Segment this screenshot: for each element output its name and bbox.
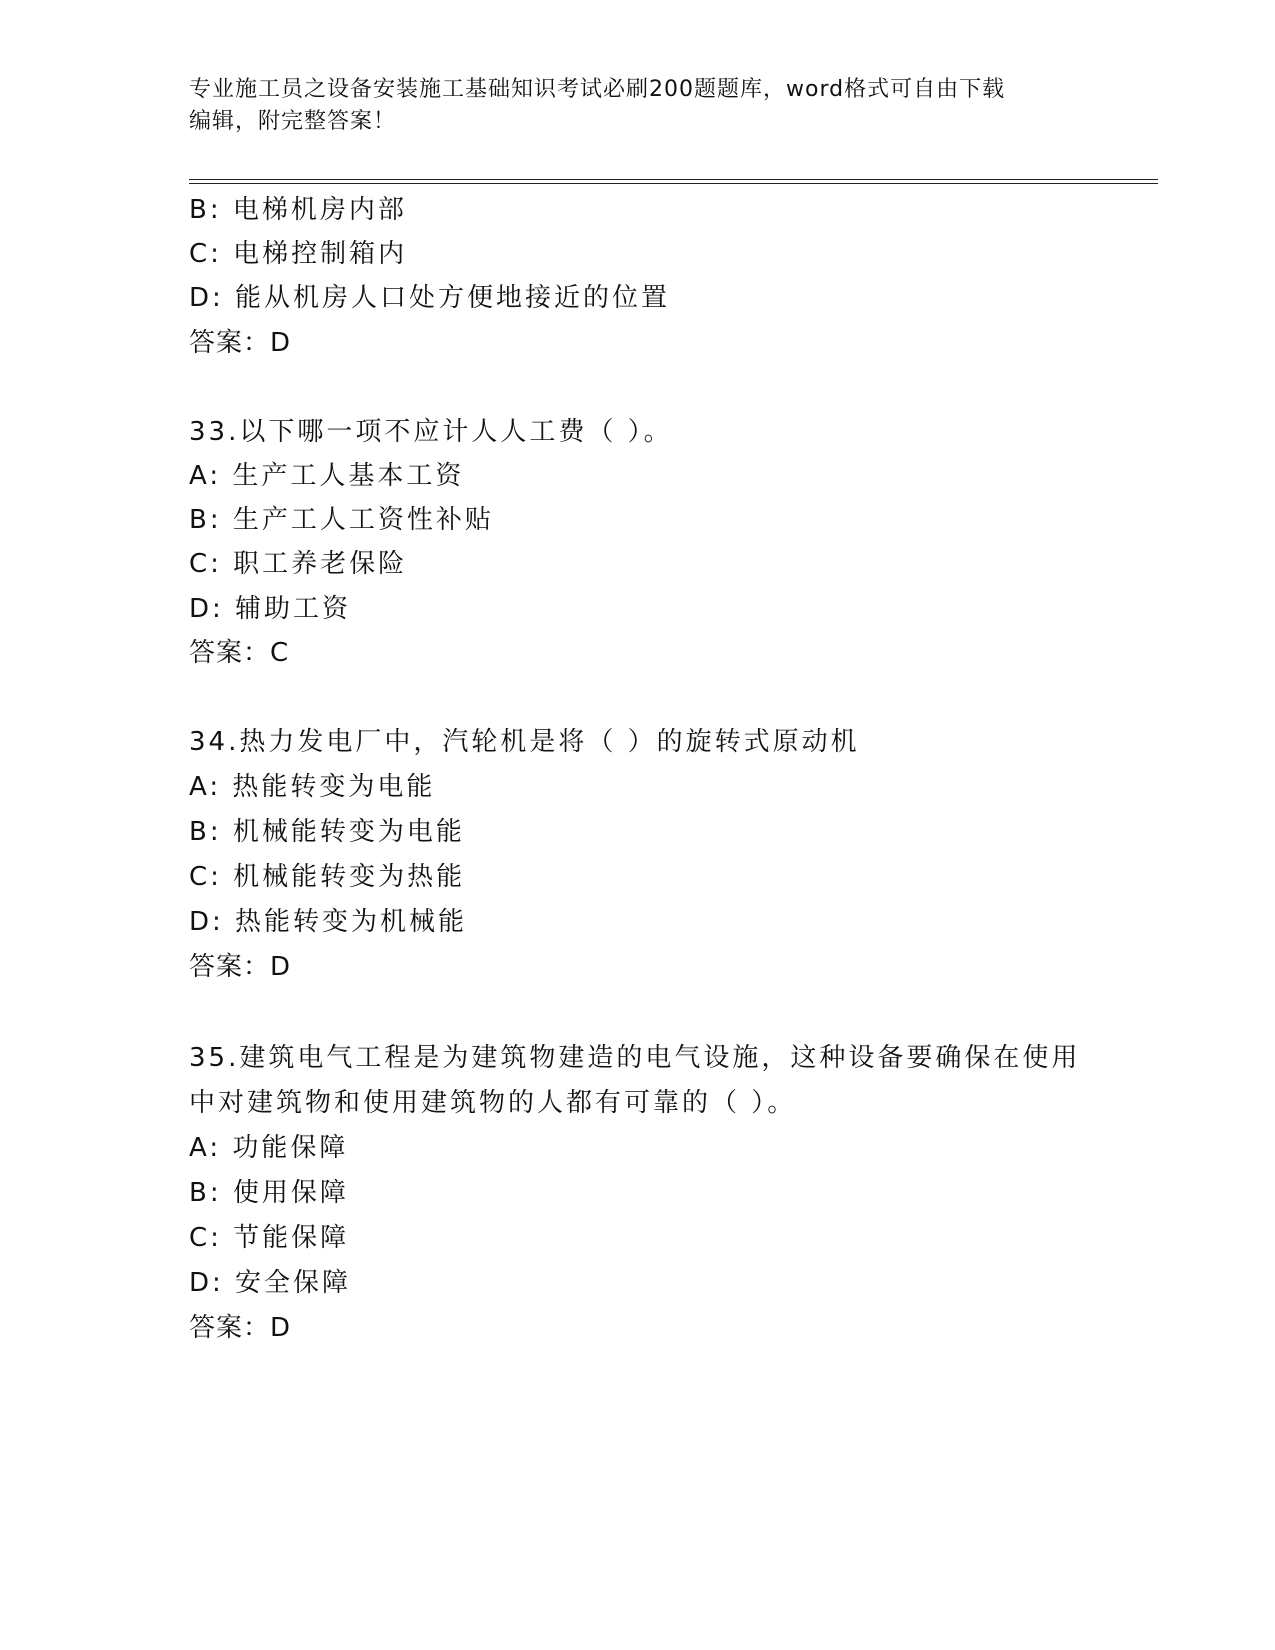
q33-option-b: B: 生产工人工资性补贴 [189, 505, 494, 535]
q35-stem-line-1: 35.建筑电气工程是为建筑物建造的电气设施，这种设备要确保在使用 [189, 1043, 1081, 1073]
document-header [189, 74, 1069, 138]
header-title-line-2: 编辑，附完整答案！ [189, 109, 397, 134]
q32-answer: 答案：D [189, 328, 292, 358]
q35-answer: 答案：D [189, 1313, 292, 1343]
q35-option-d: D: 安全保障 [189, 1268, 352, 1298]
q33-option-d: D: 辅助工资 [189, 594, 352, 624]
header-divider-top [189, 179, 1158, 180]
q33-answer: 答案：C [189, 638, 290, 668]
q34-answer: 答案：D [189, 952, 292, 982]
q32-option-b: B: 电梯机房内部 [189, 195, 407, 225]
q35-option-c: C: 节能保障 [189, 1223, 350, 1253]
header-title-line-1: 专业施工员之设备安装施工基础知识考试必刷200题题库，word格式可自由下载 [189, 77, 1006, 102]
q34-option-d: D: 热能转变为机械能 [189, 907, 468, 937]
q34-option-c: C: 机械能转变为热能 [189, 862, 466, 892]
q35-option-b: B: 使用保障 [189, 1178, 349, 1208]
q33-stem: 33.以下哪一项不应计人人工费（ ）。 [189, 417, 673, 447]
q34-stem: 34.热力发电厂中，汽轮机是将（ ）的旋转式原动机 [189, 727, 860, 757]
q32-option-d: D: 能从机房人口处方便地接近的位置 [189, 283, 671, 313]
q35-option-a: A: 功能保障 [189, 1133, 349, 1163]
q34-option-b: B: 机械能转变为电能 [189, 817, 465, 847]
q33-option-c: C: 职工养老保险 [189, 549, 408, 579]
q33-option-a: A: 生产工人基本工资 [189, 461, 465, 491]
q35-stem-line-2: 中对建筑物和使用建筑物的人都有可靠的（ ）。 [189, 1088, 797, 1118]
q32-option-c: C: 电梯控制箱内 [189, 239, 408, 269]
header-divider-bottom [189, 183, 1158, 184]
q34-option-a: A: 热能转变为电能 [189, 772, 436, 802]
